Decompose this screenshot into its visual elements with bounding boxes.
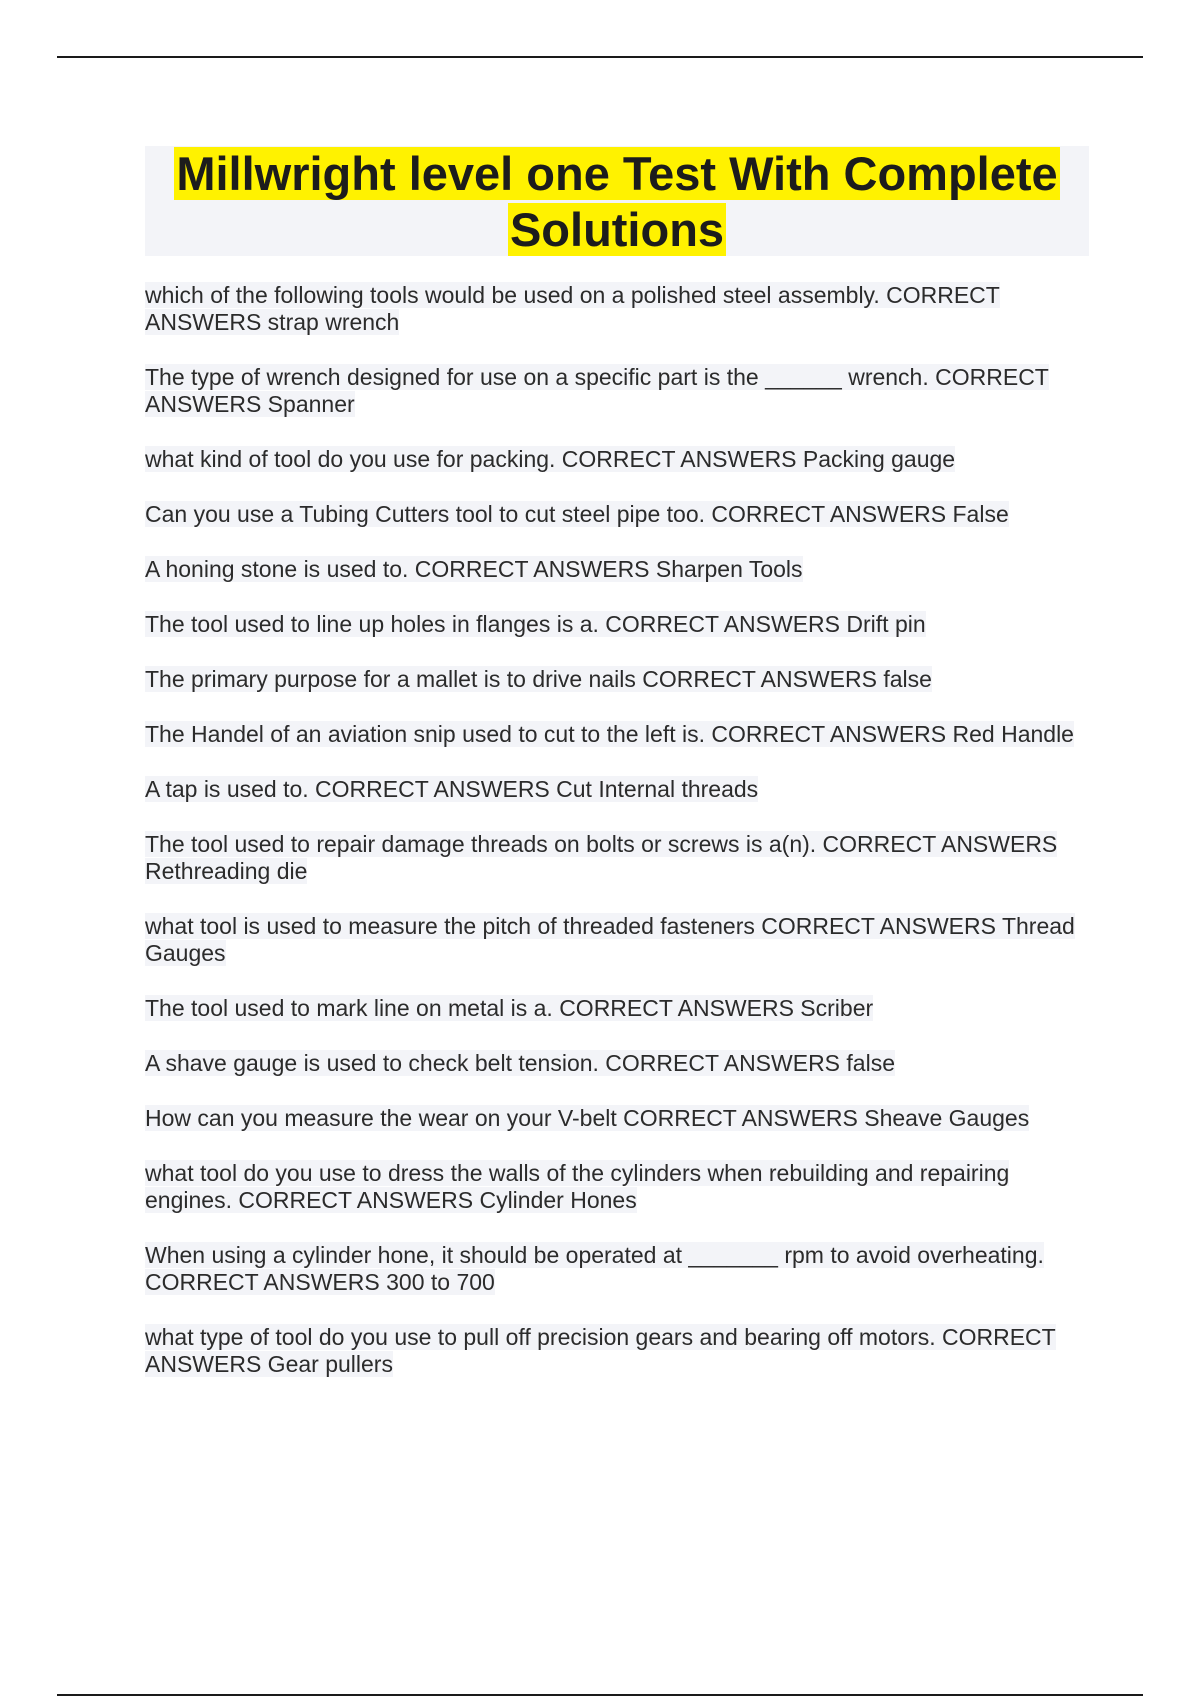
- question-item: [145, 1160, 1089, 1214]
- question-text: what tool do you use to dress the walls of the cylinders when rebuilding and repairing engines. CORRECT ANSWERS Cylinder Hones: [145, 1160, 1010, 1213]
- question-text: A tap is used to. CORRECT ANSWERS Cut Internal threads: [145, 776, 759, 802]
- question-text: The tool used to repair damage threads on bolts or screws is a(n). CORRECT ANSWERS Rethreading die: [145, 831, 1058, 884]
- question-item: [145, 995, 1089, 1022]
- question-text: what kind of tool do you use for packing. CORRECT ANSWERS Packing gauge: [145, 446, 956, 472]
- question-item: [145, 501, 1089, 528]
- question-text: which of the following tools would be used on a polished steel assembly. CORRECT ANSWERS strap wrench: [145, 282, 1000, 335]
- question-text: When using a cylinder hone, it should be operated at _______ rpm to avoid overheating. CORRECT ANSWERS 300 to 700: [145, 1242, 1044, 1295]
- question-item: [145, 611, 1089, 638]
- title-block: [145, 146, 1089, 256]
- question-text: The tool used to line up holes in flanges is a. CORRECT ANSWERS Drift pin: [145, 611, 926, 637]
- question-list: [145, 282, 1089, 1378]
- question-text: How can you measure the wear on your V-belt CORRECT ANSWERS Sheave Gauges: [145, 1105, 1030, 1131]
- question-item: [145, 776, 1089, 803]
- question-text: Can you use a Tubing Cutters tool to cut steel pipe too. CORRECT ANSWERS False: [145, 501, 1009, 527]
- question-text: what type of tool do you use to pull off precision gears and bearing off motors. CORRECT ANSWERS Gear pullers: [145, 1324, 1056, 1377]
- question-item: [145, 666, 1089, 693]
- question-text: A honing stone is used to. CORRECT ANSWERS Sharpen Tools: [145, 556, 803, 582]
- document-title-text: Millwright level one Test With Complete Solutions: [176, 147, 1058, 256]
- question-item: [145, 556, 1089, 583]
- question-text: what tool is used to measure the pitch of threaded fasteners CORRECT ANSWERS Thread Gauges: [145, 913, 1075, 966]
- question-item: [145, 1242, 1089, 1296]
- header-rule: [57, 56, 1143, 58]
- question-item: [145, 1324, 1089, 1378]
- document-title: [145, 146, 1089, 258]
- question-item: [145, 1050, 1089, 1077]
- question-item: [145, 364, 1089, 418]
- question-item: [145, 446, 1089, 473]
- question-item: [145, 831, 1089, 885]
- question-item: [145, 1105, 1089, 1132]
- question-text: The type of wrench designed for use on a specific part is the ______ wrench. CORRECT ANSWERS Spanner: [145, 364, 1049, 417]
- question-text: The primary purpose for a mallet is to drive nails CORRECT ANSWERS false: [145, 666, 932, 692]
- question-item: [145, 282, 1089, 336]
- question-text: The Handel of an aviation snip used to cut to the left is. CORRECT ANSWERS Red Handle: [145, 721, 1074, 747]
- question-item: [145, 721, 1089, 748]
- question-text: The tool used to mark line on metal is a. CORRECT ANSWERS Scriber: [145, 995, 874, 1021]
- footer-rule: [57, 1694, 1143, 1696]
- question-item: [145, 913, 1089, 967]
- question-text: A shave gauge is used to check belt tension. CORRECT ANSWERS false: [145, 1050, 895, 1076]
